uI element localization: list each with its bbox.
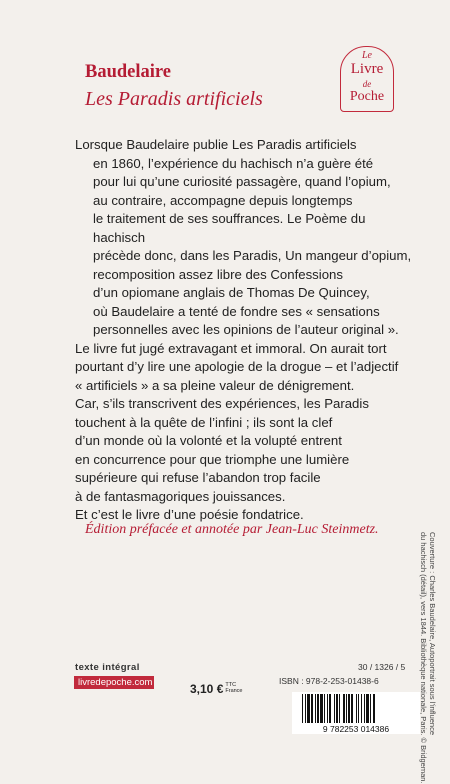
logo-line-3: de [362, 79, 372, 89]
barcode-digits: 9 782253 014386 [322, 724, 390, 734]
logo-line-2: Livre [350, 61, 384, 77]
logo-line-4: Poche [349, 89, 385, 104]
blurb-line: d’un monde où la volonté et la volupté entrent [75, 433, 342, 448]
blurb-line: personnelles avec les opinions de l’auteur original ». [93, 322, 399, 337]
texte-integral-label: texte intégral [75, 662, 140, 673]
price-note: TTC France [225, 682, 243, 694]
price-value: 3,10 € [190, 682, 224, 696]
blurb-line: d’un opiomane anglais de Thomas De Quincey, [93, 285, 370, 300]
livre-de-poche-logo [340, 46, 394, 112]
cover-credit: Couverture : Charles Baudelaire, Autoportrait sous l’influence du hachisch (détail), vers 1844. Bibliothèque nationale, Paris. © Bridgeman. [419, 532, 437, 784]
isbn-barcode [292, 692, 420, 734]
blurb-line: en concurrence pour que triomphe une lumière [75, 451, 350, 467]
price [190, 682, 243, 696]
edition-code: 30 / 1326 / 5 [358, 662, 406, 672]
preface-credit: Édition préfacée et annotée par Jean-Luc Steinmetz. [85, 522, 379, 537]
website-label: livredepoche.com [74, 676, 154, 689]
blurb-line: au contraire, accompagne depuis longtemps [93, 192, 353, 208]
blurb-line: le traitement de ses souffrances. Le Poème du hachisch [93, 211, 366, 245]
author-name: Baudelaire [85, 62, 171, 82]
blurb-line: supérieure qui refuse l’abandon trop facile [75, 470, 321, 485]
blurb-line: Lorsque Baudelaire publie Les Paradis artificiels [75, 137, 357, 152]
back-cover-blurb [75, 136, 415, 525]
blurb-line: où Baudelaire a tenté de fondre ses « sensations [93, 303, 380, 319]
logo-line-1: Le [362, 50, 372, 61]
blurb-line: précède donc, dans les Paradis, Un mangeur d’opium, [93, 248, 412, 263]
blurb-line: recomposition assez libre des Confessions [93, 266, 343, 282]
isbn: ISBN : 978-2-253-01438-6 [279, 676, 379, 686]
blurb-line: en 1860, l’expérience du hachisch n’a guère été [93, 155, 374, 171]
blurb-line: touchent à la quête de l’infini ; ils sont la clef [75, 414, 333, 430]
blurb-line: pour lui qu’une curiosité passagère, quand l’opium, [93, 174, 391, 189]
blurb-line: à de fantasmagoriques jouissances. [75, 488, 286, 504]
blurb-line: Et c’est le livre d’une poésie fondatrice. [75, 507, 304, 522]
blurb-line: « artificiels » a sa pleine valeur de dénigrement. [75, 377, 355, 393]
blurb-line: pourtant d’y lire une apologie de la drogue – et l’adjectif [75, 359, 399, 374]
blurb-line: Car, s’ils transcrivent des expériences, les Paradis [75, 396, 369, 411]
blurb-line: Le livre fut jugé extravagant et immoral. On aurait tort [75, 340, 387, 356]
book-title: Les Paradis artificiels [85, 88, 263, 110]
